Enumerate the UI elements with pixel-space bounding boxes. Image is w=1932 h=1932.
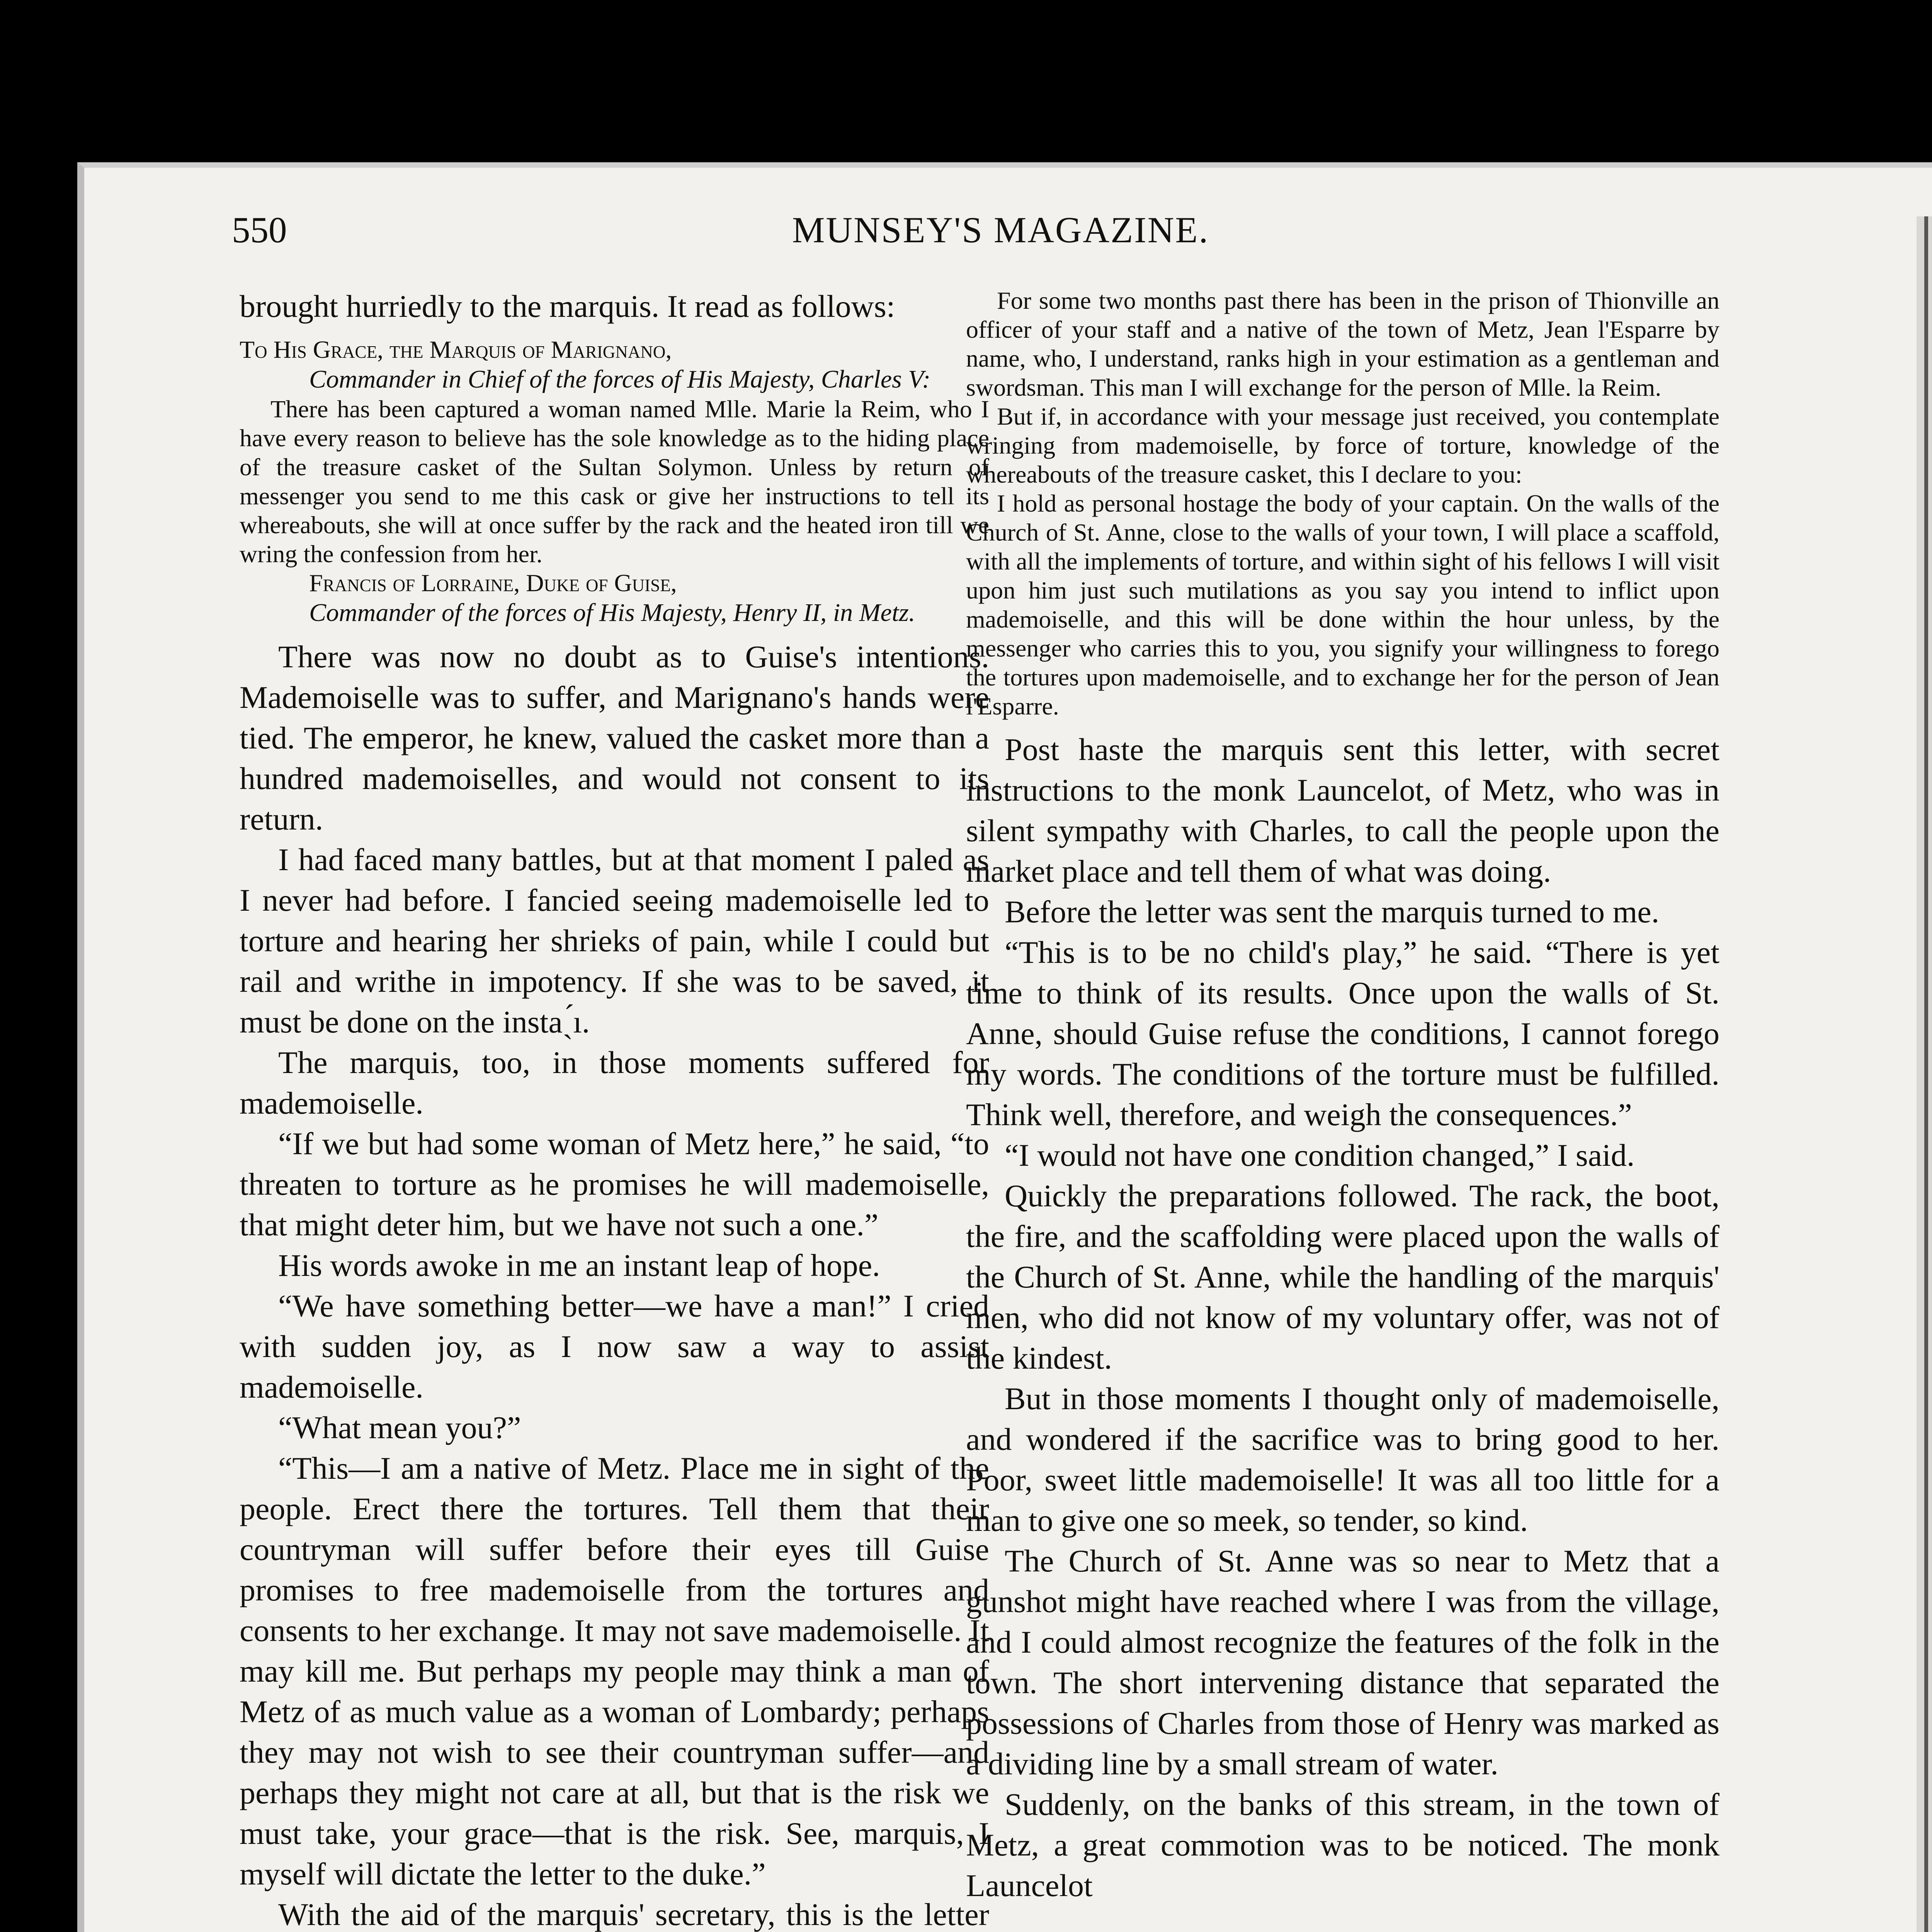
running-header <box>232 209 1739 255</box>
right-column <box>966 286 1719 1932</box>
paragraph: But in those moments I thought only of mademoiselle, and wondered if the sacrifice was to bring good to her. Poor, sweet little mademoiselle! It was all too little for a man to give one so meek, so tender, so kind. <box>966 1381 1719 1538</box>
paragraph: Quickly the preparations followed. The rack, the boot, the fire, and the scaffolding were placed upon the walls of the Church of St. Anne, while the handling of the marquis' men, who did not know of my voluntary offer, was not of the kindest. <box>966 1178 1719 1376</box>
paragraph: The Church of St. Anne was so near to Metz that a gunshot might have reached where I was from the village, and I could almost recognize the features of the folk in the town. The short intervening distance that separated the possessions of Charles from those of Henry was marked as a dividing line by a small stream of water. <box>966 1543 1719 1781</box>
paragraph: With the aid of the marquis' secretary, this is the letter <box>278 1897 989 1932</box>
left-column <box>240 286 989 1932</box>
letter-addressee-title: Commander in Chief of the forces of His Majesty, Charles V: <box>309 365 931 393</box>
letter-signature-title: Commander of the forces of His Majesty, Henry II, in Metz. <box>309 599 915 627</box>
paragraph: I had faced many battles, but at that moment I paled as I never had before. I fancied seeing mademoiselle led to torture and hearing her shrieks of pain, while I could but rail and writhe in impotency. If she was to be saved, it must be done on the instaˏ́ı. <box>240 842 989 1039</box>
paragraph: The marquis, too, in those moments suffered for mademoiselle. <box>240 1045 989 1121</box>
next-page-edge <box>1917 216 1932 1932</box>
page-number: 550 <box>232 209 287 250</box>
paragraph: “What mean you?” <box>278 1410 521 1445</box>
letter-body: For some two months past there has been in the prison of Thionville an officer of your staff and a native of the town of Metz, Jean l'Esparre by name, who, I understand, ranks high in your estimation as a gentleman and swordsman. This man I will exchange for the person of Mlle. la Reim. <box>966 287 1719 401</box>
paragraph: Post haste the marquis sent this letter, with secret instructions to the monk Launcelot, of Metz, who was in silent sympathy with Charles, to call the people upon the market place and tell them of what was doing. <box>966 732 1719 889</box>
letter-body: I hold as personal hostage the body of your captain. On the walls of the Church of St. Anne, close to the walls of your town, I will place a scaffold, with all the implements of torture, and within sight of his fellows I will visit upon him just such mutilations as you say you intend to inflict upon mademoiselle, and this will be done within the hour unless, by the messenger who carries this to you, you signify your willingness to forego the tortures upon mademoiselle, and to exchange her for the person of Jean l'Esparre. <box>966 490 1719 720</box>
letter-body: There has been captured a woman named Mlle. Marie la Reim, who I have every reason to believe has the sole knowledge as to the hiding place of the treasure casket of the Sultan Solymon. Unless by return of messenger you send to me this cask or give her instructions to tell its whereabouts, she will at once suffer by the rack and the heated iron till we wring the confession from her. <box>240 395 989 568</box>
letter-signature: Francis of Lorraine, Duke of Guise, <box>309 569 677 597</box>
paragraph: Before the letter was sent the marquis turned to me. <box>1005 894 1660 929</box>
paragraph: “I would not have one condition changed,” I said. <box>1005 1138 1635 1173</box>
paragraph: brought hurriedly to the marquis. It read as follows: <box>240 289 895 324</box>
paragraph: “If we but had some woman of Metz here,” he said, “to threaten to torture as he promises he will mademoiselle, that might deter him, but we have not such a one.” <box>240 1126 989 1242</box>
paragraph: Suddenly, on the banks of this stream, in the town of Metz, a great commotion was to be noticed. The monk Launcelot <box>966 1787 1719 1903</box>
paragraph: “We have something better—we have a man!” I cried with sudden joy, as I now saw a way to assist mademoiselle. <box>240 1288 989 1405</box>
paragraph: “This—I am a native of Metz. Place me in sight of the people. Erect there the tortures. Tell them that their countryman will suffer before their eyes till Guise promises to free mademoiselle from the tortures and consents to her exchange. It may not save mademoiselle. It may kill me. But perhaps my people may think a man of Metz of as much value as a woman of Lombardy; perhaps they may not wish to see their countryman suffer—and perhaps they might not care at all, but that is the risk we must take, your grace—that is the risk. See, marquis, I myself will dictate the letter to the duke.” <box>240 1451 989 1891</box>
letter-body: But if, in accordance with your message just received, you contemplate wringing from mademoiselle, by force of torture, knowledge of the whereabouts of the treasure casket, this I declare to you: <box>966 403 1719 488</box>
letter-addressee: To His Grace, the Marquis of Marignano, <box>240 336 672 363</box>
magazine-title: MUNSEY'S MAGAZINE. <box>792 209 1209 250</box>
paragraph: His words awoke in me an instant leap of hope. <box>278 1248 880 1283</box>
paragraph: “This is to be no child's play,” he said. “There is yet time to think of its results. Once upon the walls of St. Anne, should Guise refuse the conditions, I cannot forego my words. The conditions of the torture must be fulfilled. Think well, therefore, and weigh the consequences.” <box>966 935 1719 1132</box>
paragraph: There was now no doubt as to Guise's intentions. Mademoiselle was to suffer, and Marignano's hands were tied. The emperor, he knew, valued the casket more than a hundred mademoiselles, and would not consent to its return. <box>240 639 989 837</box>
